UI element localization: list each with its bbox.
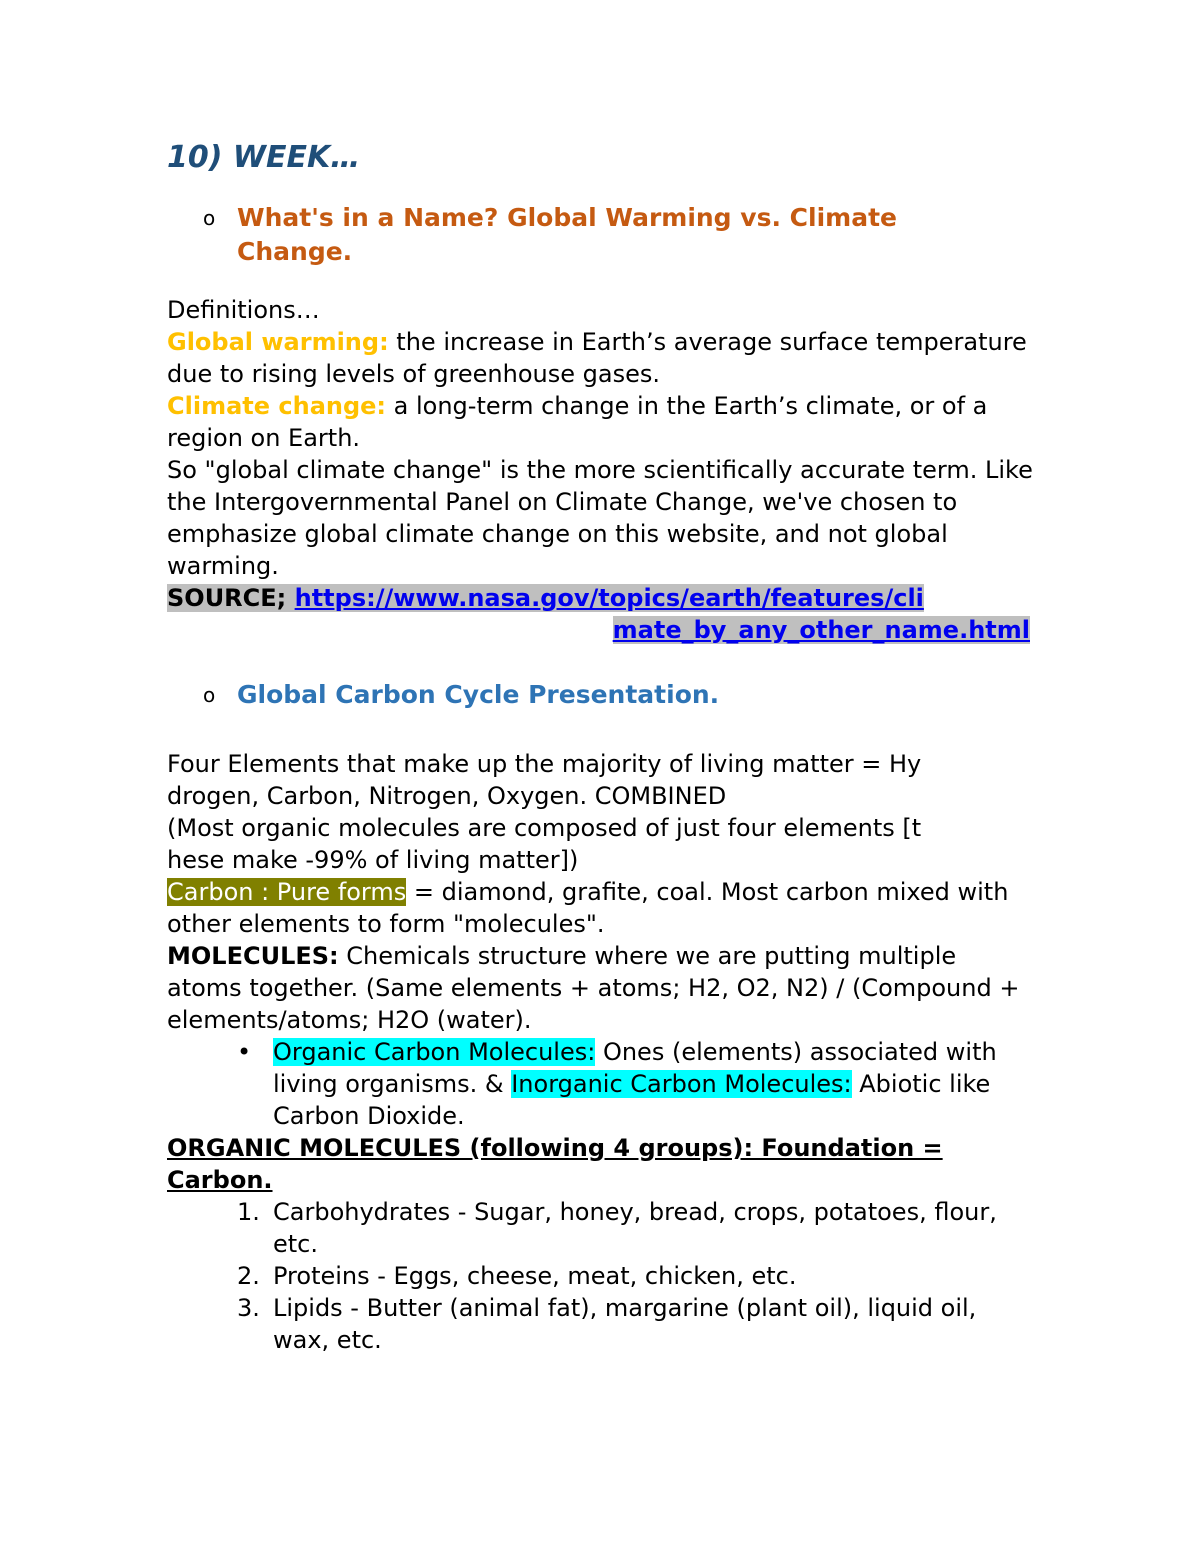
four-elements-line2: drogen, Carbon, Nitrogen, Oxygen. COMBINED (167, 782, 727, 810)
section-heading-text: Global Carbon Cycle Presentation. (237, 680, 720, 709)
list-text: Lipids - Butter (animal fat), margarine (plant oil), liquid oil, wax, etc. (273, 1294, 977, 1354)
list-number: 1. (237, 1198, 260, 1226)
list-item (167, 1036, 1037, 1132)
explanation-paragraph: So "global climate change" is the more scientifically accurate term. Like the Intergovernmental Panel on Climate Change, we've chosen to emphasize global climate change on this website, and not global warming. (167, 456, 1033, 580)
list-text: Carbohydrates - Sugar, honey, bread, crops, potatoes, flour, etc. (273, 1198, 997, 1258)
list-item (167, 1196, 1037, 1260)
section-heading-text: What's in a Name? Global Warming vs. Climate Change. (237, 203, 897, 266)
molecules-definition (167, 940, 1037, 1036)
organic-molecules-heading: ORGANIC MOLECULES (following 4 groups): Foundation = Carbon. (167, 1134, 943, 1194)
source-citation (167, 582, 1037, 646)
most-organic-line1: (Most organic molecules are composed of just four elements [t (167, 814, 922, 842)
organic-highlight: Organic Carbon Molecules: (273, 1038, 596, 1066)
hollow-bullet-icon: o (203, 683, 216, 707)
carbon-pure-forms (167, 876, 1037, 940)
climate-change-term: Climate change: (167, 392, 387, 420)
global-warming-text: the increase in Earth’s average surface temperature due to rising levels of greenhouse gases. (167, 328, 1027, 388)
four-elements-line1: Four Elements that make up the majority of living matter = Hy (167, 750, 922, 778)
source-link-part1[interactable]: https://www.nasa.gov/topics/earth/features/cli (294, 584, 924, 612)
most-organic-line2: hese make -99% of living matter]) (167, 846, 579, 874)
bullet-dot-icon: • (237, 1038, 252, 1066)
section-heading-carbon-cycle (203, 678, 1017, 712)
carbon-text: = diamond, grafite, coal. Most carbon mixed with other elements to form "molecules". (167, 878, 1009, 938)
source-link-part2[interactable]: mate_by_any_other_name.html (612, 616, 1030, 644)
week-title: 10) WEEK… (167, 140, 361, 175)
section-heading-name (203, 201, 1017, 269)
list-item (167, 1260, 1037, 1292)
list-number: 3. (237, 1294, 260, 1322)
source-label: SOURCE; (167, 584, 295, 612)
inorganic-highlight: Inorganic Carbon Molecules: (511, 1070, 852, 1098)
organic-groups-list (167, 1196, 1037, 1356)
list-item (167, 1292, 1037, 1356)
definitions-block (167, 294, 1037, 646)
inorganic-text: Abiotic like Carbon Dioxide. (273, 1070, 991, 1130)
molecules-term: MOLECULES: (167, 942, 339, 970)
hollow-bullet-icon: o (203, 206, 216, 230)
carbon-highlight: Carbon : Pure forms (167, 878, 407, 906)
global-warming-term: Global warming: (167, 328, 389, 356)
climate-change-definition (167, 390, 1037, 454)
definitions-label: Definitions… (167, 296, 320, 324)
carbon-cycle-block (167, 748, 1037, 1356)
climate-change-text: a long-term change in the Earth’s climate, or of a region on Earth. (167, 392, 988, 452)
molecules-text: Chemicals structure where we are putting multiple atoms together. (Same elements + atoms; H2, O2, N2) / (Compound + elements/atoms; H2O (water). (167, 942, 1020, 1034)
organic-text: Ones (elements) associated with living organisms. & (273, 1038, 997, 1098)
molecule-bullet-list (167, 1036, 1037, 1132)
list-text: Proteins - Eggs, cheese, meat, chicken, etc. (273, 1262, 797, 1290)
global-warming-definition (167, 326, 1037, 390)
list-number: 2. (237, 1262, 260, 1290)
